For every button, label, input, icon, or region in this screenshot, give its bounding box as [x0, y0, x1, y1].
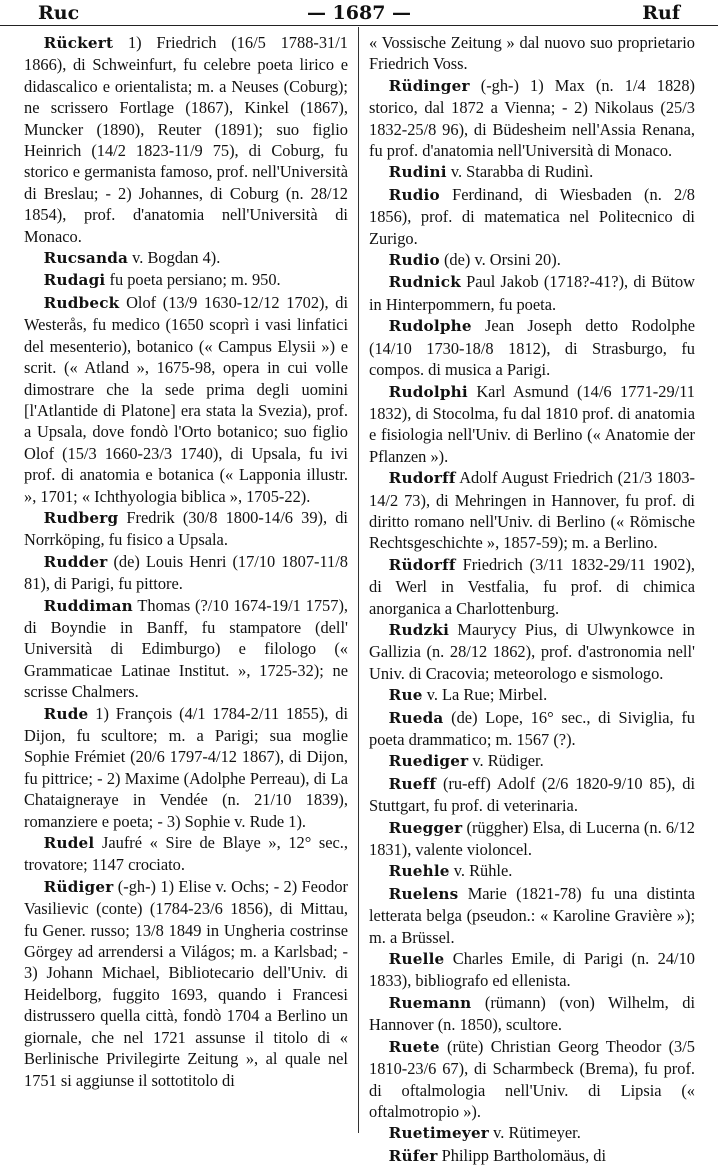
- entry-headword: Rudorff: [388, 469, 456, 488]
- dictionary-entry: [369, 773, 695, 817]
- dictionary-entry: [24, 507, 348, 551]
- page-header: [0, 0, 718, 26]
- dictionary-entry: [369, 1036, 695, 1123]
- dictionary-entry: [24, 876, 348, 1091]
- dictionary-entry: [369, 619, 695, 684]
- entry-text: v. Bogdan 4).: [128, 248, 221, 268]
- page-number: — 1687 —: [306, 2, 412, 24]
- dictionary-entry: [369, 249, 695, 271]
- dictionary-entry: [369, 381, 695, 468]
- entry-text: Jaufré « Sire de Blaye », 12° sec., trovatore; 1147 crociato.: [24, 833, 348, 875]
- entry-headword: Ruelens: [388, 884, 459, 903]
- dictionary-entry: [369, 1122, 695, 1144]
- entry-text: v. La Rue; Mirbel.: [422, 685, 548, 705]
- entry-text: « Vossische Zeitung » dal nuovo suo proprietario Friedrich Voss.: [369, 33, 695, 74]
- entry-headword: Ruediger: [388, 752, 469, 771]
- entry-text: 1) François (4/1 1784-2/11 1855), di Dijon, fu scultore; m. a Parigi; sua moglie Sophie Frémiet (20/6 1797-4/12 1867), di Dijon, fu pittrice; - 2) Maxime (Adolphe Perreau), di La Chataigneraye in Vendée (n. 21/10 1839), romanziere e poeta; - 3) Sophie v. Rude 1).: [24, 703, 348, 831]
- dictionary-entry: [369, 1145, 695, 1167]
- entry-text: v. Rüdiger.: [468, 751, 544, 771]
- entry-text: Olof (13/9 1630-12/12 1702), di Westerås, fu medico (1650 scoprì i vasi linfatici del mesenterio), botanico (« Campus Elysii ») e scrit. (« Atland », 1675-98, opera in cui volle dimostrare che la sede prima degli uomini [l'Atlantide di Platone] era stata la Svezia), prof. a Upsala, dove fondò l'Orto botanico; suo figlio Olof (15/3 1660-23/3 1740), di Upsala, fu ivi prof. di anatomia e botanica (« Lapponia illustr. », 1701; « Ichthyologia biblica », 1705-22).: [24, 292, 348, 506]
- entry-text: fu poeta persiano; m. 950.: [105, 270, 281, 290]
- entry-headword: Rudagi: [43, 271, 106, 290]
- dictionary-entry: [369, 817, 695, 861]
- dictionary-entry: [369, 75, 695, 162]
- dictionary-entry: [24, 32, 348, 247]
- entry-headword: Rüdiger: [43, 877, 114, 896]
- dictionary-entry: [369, 860, 695, 882]
- entry-text: v. Starabba di Rudinì.: [446, 162, 594, 182]
- entry-headword: Ruetimeyer: [388, 1124, 490, 1143]
- entry-text: Maurycy Pius, di Ulwynkowce in Gallizia (n. 28/12 1862), prof. d'astronomia nell' Univ. di Cracovia; meteorologo e sismologo.: [369, 619, 695, 683]
- entry-headword: Ruddiman: [43, 596, 133, 615]
- dictionary-entry: [24, 703, 348, 832]
- right-column: [369, 32, 695, 1167]
- header-right-guide-word: Ruf: [642, 2, 680, 24]
- entry-headword: Rückert: [43, 34, 114, 52]
- dictionary-entry: [24, 292, 348, 507]
- entry-text: Philipp Bartholomäus, di: [437, 1145, 607, 1165]
- dictionary-entry: [24, 832, 348, 876]
- dictionary-entry: [369, 750, 695, 772]
- entry-headword: Rucsanda: [43, 249, 129, 268]
- entry-text: (rüggher) Elsa, di Lucerna (n. 6/12 1831), valente violoncel.: [369, 817, 695, 860]
- entry-headword: Rudolphe: [388, 317, 472, 336]
- entry-text: (rüte) Christian Georg Theodor (3/5 1810-23/6 67), di Scharmbeck (Brema), fu prof. di oftalmologia nell'Univ. di Lipsia (« oftalmotropio »).: [369, 1036, 695, 1121]
- entry-headword: Rueda: [388, 708, 444, 727]
- entry-text: (de) v. Orsini 20).: [439, 250, 561, 270]
- entry-headword: Rüdinger: [388, 76, 470, 95]
- dictionary-entry: [369, 992, 695, 1036]
- dictionary-entry: [24, 551, 348, 595]
- entry-headword: Rudder: [43, 552, 108, 571]
- entry-headword: Rudini: [388, 163, 447, 182]
- entry-text: Fredrik (30/8 1800-14/6 39), di Norrköping, fu fisico a Upsala.: [24, 507, 348, 550]
- dictionary-entry: [369, 467, 695, 554]
- entry-text: (-gh-) 1) Max (n. 1/4 1828) storico, dal 1872 a Vienna; - 2) Nikolaus (25/3 1832-25/8 96), di Büdesheim nell'Assia Renana, fu prof. d'anatomia nell'Università di Monaco.: [369, 75, 695, 161]
- entry-headword: Rudnick: [388, 273, 461, 292]
- header-left-guide-word: Ruc: [38, 2, 80, 24]
- dictionary-entry: [24, 247, 348, 269]
- dictionary-entry: [369, 707, 695, 751]
- entry-headword: Rudbeck: [43, 293, 120, 312]
- entry-headword: Rueff: [388, 774, 437, 793]
- dictionary-entry: [24, 269, 348, 291]
- left-column: [24, 32, 348, 1091]
- entry-text: (de) Louis Henri (17/10 1807-11/8 81), di Parigi, fu pittore.: [24, 551, 348, 594]
- entry-headword: Rudberg: [43, 508, 119, 527]
- entry-text: Adolf August Friedrich (21/3 1803-14/2 73), di Mehringen in Hannover, fu prof. di diritto romano nell'Univ. di Berlino (« Römische Rechtsgeschichte », 1857-59); m. a Berlino.: [369, 468, 695, 553]
- entry-text: Marie (1821-78) fu una distinta letterata belga (pseudon.: « Karoline Gravière »); m. a Brüssel.: [369, 883, 695, 947]
- dictionary-entry: [369, 161, 695, 183]
- entry-text: Charles Emile, di Parigi (n. 24/10 1833), bibliografo ed ellenista.: [369, 949, 695, 991]
- entry-text: Karl Asmund (14/6 1771-29/11 1832), di Stocolma, fu dal 1810 prof. di anatomia e fisiologia nell'Univ. di Berlino (« Anatomie der Pflanzen »).: [369, 381, 695, 466]
- entry-headword: Rue: [388, 686, 423, 705]
- dictionary-entry: [369, 184, 695, 249]
- entry-headword: Rüdorff: [388, 555, 456, 574]
- dictionary-entry: [369, 315, 695, 380]
- entry-text: 1) Friedrich (16/5 1788-31/1 1866), di Schweinfurt, fu celebre poeta lirico e didascalico e orientalista; m. a Neuses (Coburg); ne scrissero Fortlage (1867), Kinkel (1867), Muncker (1890), Reuter (1891); suo figlio Heinrich (14/2 1823-11/9 75), di Coburg, fu storico e germanista famoso, prof. nell'Università di Breslau; - 2) Johannes, di Coburg (n. 28/12 1854), prof. d'anatomia nell'Università di Monaco.: [24, 33, 348, 246]
- entry-headword: Ruehle: [388, 862, 450, 881]
- entry-text: v. Rütimeyer.: [489, 1123, 581, 1143]
- entry-text: Thomas (?/10 1674-19/1 1757), di Boyndie in Banff, fu stampatore (dell' Università di Edimburgo) e filologo (« Grammaticae Latinae Institut. », 1725-32); ne scrisse Chalmers.: [24, 595, 348, 702]
- dictionary-entry: [369, 948, 695, 992]
- dictionary-entry: [369, 883, 695, 948]
- entry-text: (-gh-) 1) Elise v. Ochs; - 2) Feodor Vasilievic (conte) (1784-23/6 1856), di Mittau, fu Gener. russo; 13/8 1849 in Ungheria costrinse Görgey ad arrendersi a Világos; m. a Karlsbad; - 3) Johann Michael, Bibliotecario dell'Univ. di Heidelborg, fuggito 1693, quando i Francesi distrussero quella città, fondò 1704 a Berlino un giornale, che nel 1721 assunse il titolo di « Berlinische Privilegirte Zeitung », al quale nel 1751 si aggiunse il sottotitolo di: [24, 876, 348, 1090]
- dictionary-entry: [369, 32, 695, 75]
- entry-text: Paul Jakob (1718?-41?), di Bütow in Hinterpommern, fu poeta.: [369, 272, 695, 314]
- entry-text: (de) Lope, 16° sec., di Siviglia, fu poeta drammatico; m. 1567 (?).: [369, 707, 695, 749]
- entry-headword: Rude: [43, 704, 89, 723]
- dictionary-entry: [369, 554, 695, 619]
- entry-text: (ru-eff) Adolf (2/6 1820-9/10 85), di Stuttgart, fu prof. di veterinaria.: [369, 773, 695, 816]
- entry-headword: Rudel: [43, 834, 95, 853]
- entry-headword: Rudolphi: [388, 382, 468, 401]
- dictionary-entry: [369, 271, 695, 315]
- entry-headword: Ruegger: [388, 818, 463, 837]
- entry-text: v. Rühle.: [449, 861, 513, 881]
- entry-headword: Rudzki: [388, 620, 450, 639]
- entry-text: (rümann) (von) Wilhelm, di Hannover (n. 1850), scultore.: [369, 992, 695, 1035]
- entry-headword: Ruete: [388, 1037, 440, 1056]
- entry-headword: Rüfer: [388, 1146, 438, 1165]
- entry-headword: Rudio: [388, 251, 440, 270]
- entry-headword: Rudio: [388, 185, 440, 204]
- entry-text: Ferdinand, di Wiesbaden (n. 2/8 1856), prof. di matematica nel Politecnico di Zurigo.: [369, 184, 695, 248]
- entry-text: Jean Joseph detto Rodolphe (14/10 1730-18/8 1812), di Strasburgo, fu compos. di musica a Parigi.: [369, 316, 695, 380]
- dictionary-entry: [369, 684, 695, 706]
- dictionary-entry: [24, 595, 348, 703]
- entry-headword: Ruemann: [388, 993, 472, 1012]
- column-divider: [358, 27, 359, 1133]
- entry-text: Friedrich (3/11 1832-29/11 1902), di Werl in Vestfalia, fu prof. di chimica anorganica a Charlottenburg.: [369, 554, 695, 618]
- entry-headword: Ruelle: [388, 950, 445, 969]
